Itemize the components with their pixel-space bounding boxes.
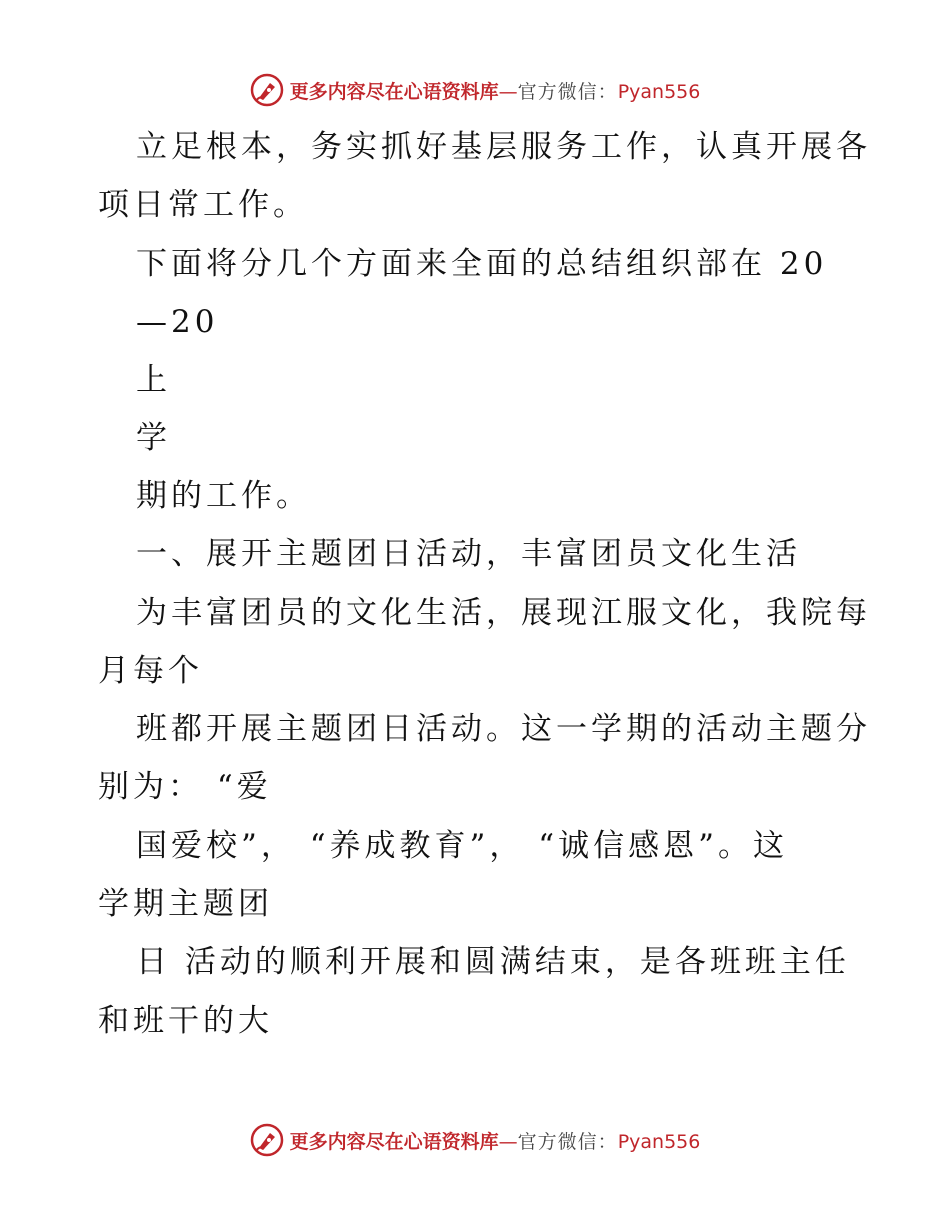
body-line: 学 (136, 420, 171, 456)
banner-dash: — (498, 1130, 518, 1153)
body-line: 日 活动的顺利开展和圆满结束，是各班班主任 (136, 944, 850, 980)
body-line: 项日常工作。 (98, 187, 308, 223)
body-line: 为丰富团员的文化生活，展现江服文化，我院每 (136, 595, 871, 631)
pen-nib-logo-icon (250, 73, 284, 107)
body-line: 别为： “爱 (98, 769, 272, 805)
header-banner (0, 70, 950, 110)
body-line: 月每个 (98, 653, 203, 689)
banner-wechat-id: Pyan556 (617, 80, 701, 103)
footer-banner (0, 1120, 950, 1160)
body-line: 学期主题团 (98, 886, 273, 922)
body-line: 期的工作。 (136, 478, 311, 514)
body-line: 上 (136, 362, 171, 398)
banner-main-text: 更多内容尽在心语资料库 (289, 80, 499, 103)
body-line: 和班干的大 (98, 1003, 273, 1039)
banner-text (290, 1127, 701, 1154)
section-heading: 一、展开主题团日活动，丰富团员文化生活 (136, 536, 801, 572)
pen-nib-logo-icon (250, 1123, 284, 1157)
body-line: 立足根本，务实抓好基层服务工作，认真开展各 (136, 129, 871, 165)
banner-wechat-label: 官方微信： (517, 80, 618, 103)
banner-dash: — (498, 80, 518, 103)
body-line: 班都开展主题团日活动。这一学期的活动主题分 (136, 711, 871, 747)
body-line: 国爱校”， “养成教育”， “诚信感恩”。这 (136, 828, 788, 864)
body-line: —20 (136, 304, 219, 340)
banner-main-text: 更多内容尽在心语资料库 (289, 1130, 499, 1153)
banner-wechat-id: Pyan556 (617, 1130, 701, 1153)
banner-text (290, 77, 701, 104)
banner-wechat-label: 官方微信： (517, 1130, 618, 1153)
body-line: 下面将分几个方面来全面的总结组织部在 20 (136, 246, 828, 282)
